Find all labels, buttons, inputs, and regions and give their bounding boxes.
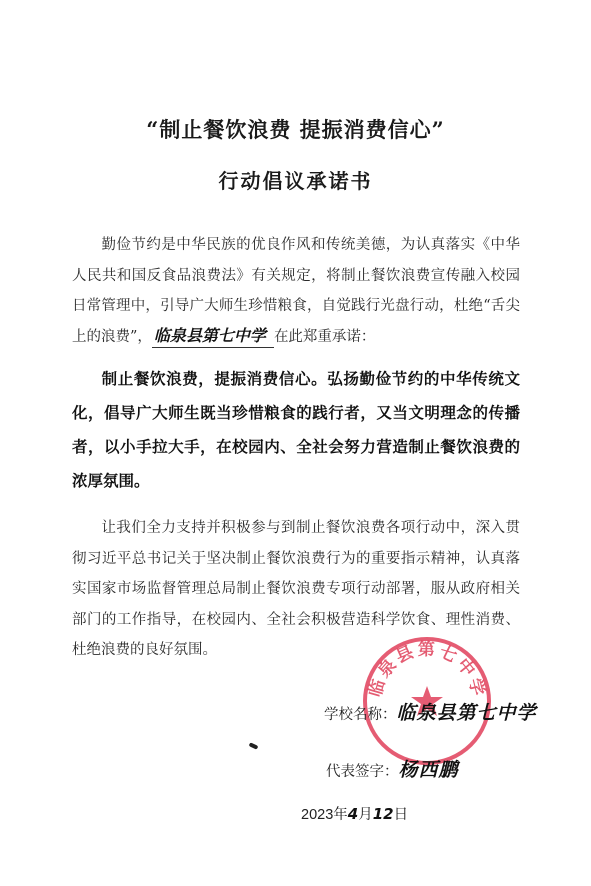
action-text: 让我们全力支持并积极参与到制止餐饮浪费各项行动中，深入贯彻习近平总书记关于坚决制止餐饮浪费行为的重要指示精神，认真落实国家市场监督管理总局制止餐饮浪费专项行动部署，服从政府相关部门的工作指导，在校园内、全社会积极营造科学饮食、理性消费、杜绝浪费的良好氛围。 (72, 520, 520, 658)
date-month-suffix: 月 (358, 807, 373, 823)
signing-date (301, 803, 408, 824)
svg-text:临泉县第七中学: 临泉县第七中学 (365, 639, 489, 701)
representative-signature: 杨西鹏 (398, 759, 459, 781)
ink-mark (249, 742, 259, 749)
intro-text-end: 在此郑重承诺： (273, 328, 376, 345)
commitment-paragraph (72, 362, 520, 498)
school-name-row (324, 698, 537, 725)
date-day: 12 (372, 805, 394, 823)
document-subtitle: 行动倡议承诺书 (218, 169, 373, 193)
representative-row (326, 755, 459, 782)
date-year: 2023 (301, 807, 334, 823)
representative-label: 代表签字： (326, 764, 399, 780)
commitment-text: 制止餐饮浪费，提振消费信心。弘扬勤俭节约的中华传统文化，倡导广大师生既当珍惜粮食的践行者，又当文明理念的传播者，以小手拉大手，在校园内、全社会努力营造制止餐饮浪费的浓厚氛围。 (72, 370, 520, 490)
school-name-handwritten: 临泉县第七中学 (396, 702, 537, 724)
date-day-suffix: 日 (393, 807, 409, 823)
date-month: 4 (347, 805, 359, 823)
date-year-suffix: 年 (333, 807, 348, 823)
intro-paragraph (72, 230, 520, 352)
intro-text: 勤俭节约是中华民族的优良作风和传统美德，为认真落实《中华人民共和国反食品浪费法》有关规定，将制止餐饮浪费宣传融入校园日常管理中，引导广大师生珍惜粮食，自觉践行光盘行动，杜绝“舌尖上的浪费”， (72, 237, 520, 345)
handwritten-school-name: 临泉县第七中学 (152, 325, 274, 348)
school-name-label: 学校名称： (324, 707, 397, 723)
document-title: “制止餐饮浪费 提振消费信心” (146, 117, 445, 142)
